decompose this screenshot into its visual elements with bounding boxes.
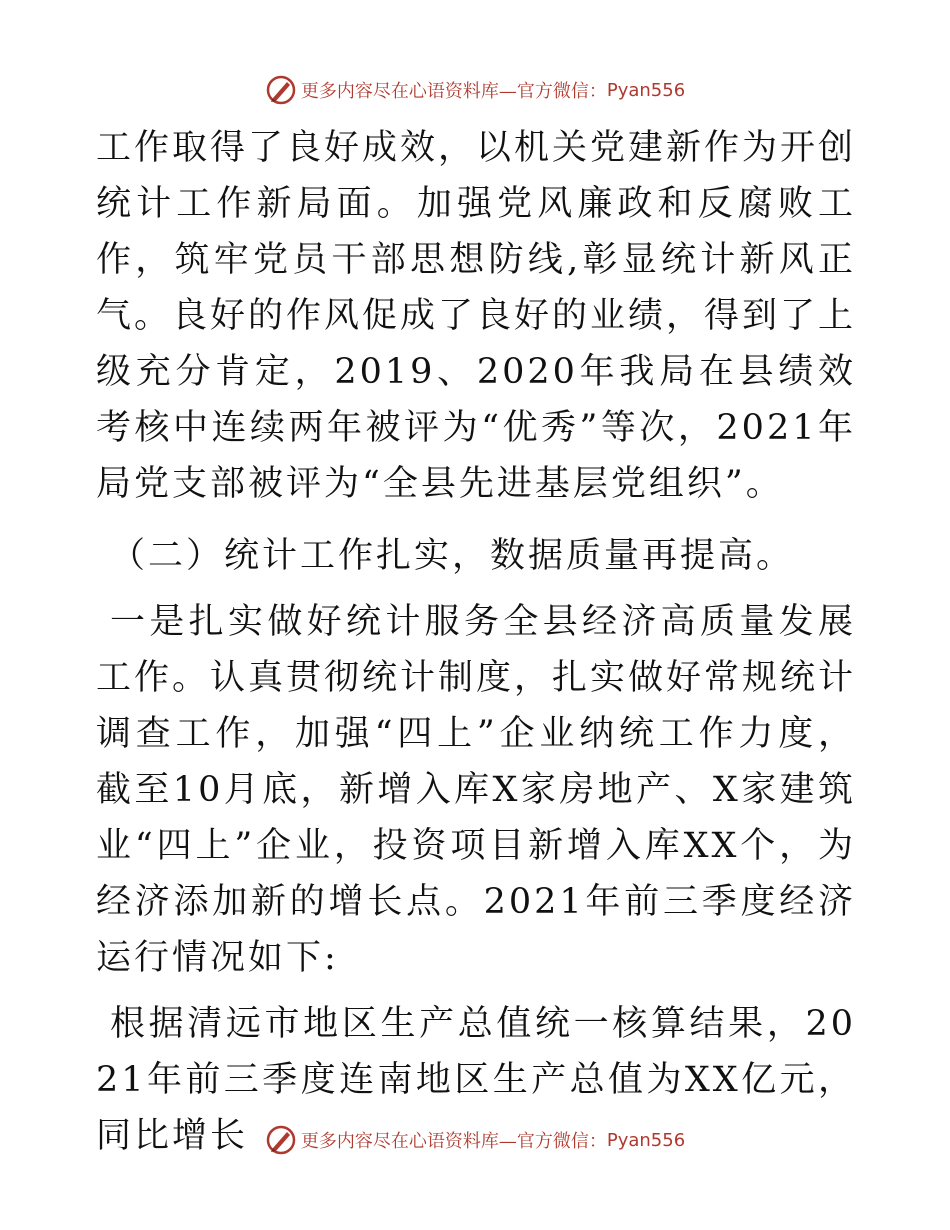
- pen-logo-icon: [265, 1124, 297, 1156]
- header-banner: [0, 70, 950, 110]
- paragraph-3: 一是扎实做好统计服务全县经济高质量发展工作。认真贯彻统计制度，扎实做好常规统计调查工作，加强“四上”企业纳统工作力度，截至10月底，新增入库X家房地产、X家建筑业“四上”企业，投资项目新增入库XX个，为经济添加新的增长点。2021年前三季度经济运行情况如下:: [96, 602, 857, 978]
- header-banner-id: Pyan556: [606, 79, 686, 101]
- document-body: [96, 120, 856, 1164]
- section-heading-2: （二）统计工作扎实，数据质量再提高。: [110, 536, 795, 576]
- paragraph-4: 根据清远市地区生产总值统一核算结果，2021年前三季度连南地区生产总值为XX亿元，同比增长: [96, 1004, 856, 1156]
- footer-banner: [0, 1120, 950, 1160]
- footer-banner-id: Pyan556: [606, 1129, 686, 1151]
- footer-banner-text: 更多内容尽在心语资料库—官方微信：: [300, 1131, 607, 1152]
- paragraph-1: 工作取得了良好成效，以机关党建新作为开创统计工作新局面。加强党风廉政和反腐败工作，筑牢党员干部思想防线,彰显统计新风正气。良好的作风促成了良好的业绩，得到了上级充分肯定，2019、2020年我局在县绩效考核中连续两年被评为“优秀”等次，2021年局党支部被评为“全县先进基层党组织”。: [96, 128, 857, 504]
- pen-logo-icon: [265, 74, 297, 106]
- header-banner-text: 更多内容尽在心语资料库—官方微信：: [300, 81, 607, 102]
